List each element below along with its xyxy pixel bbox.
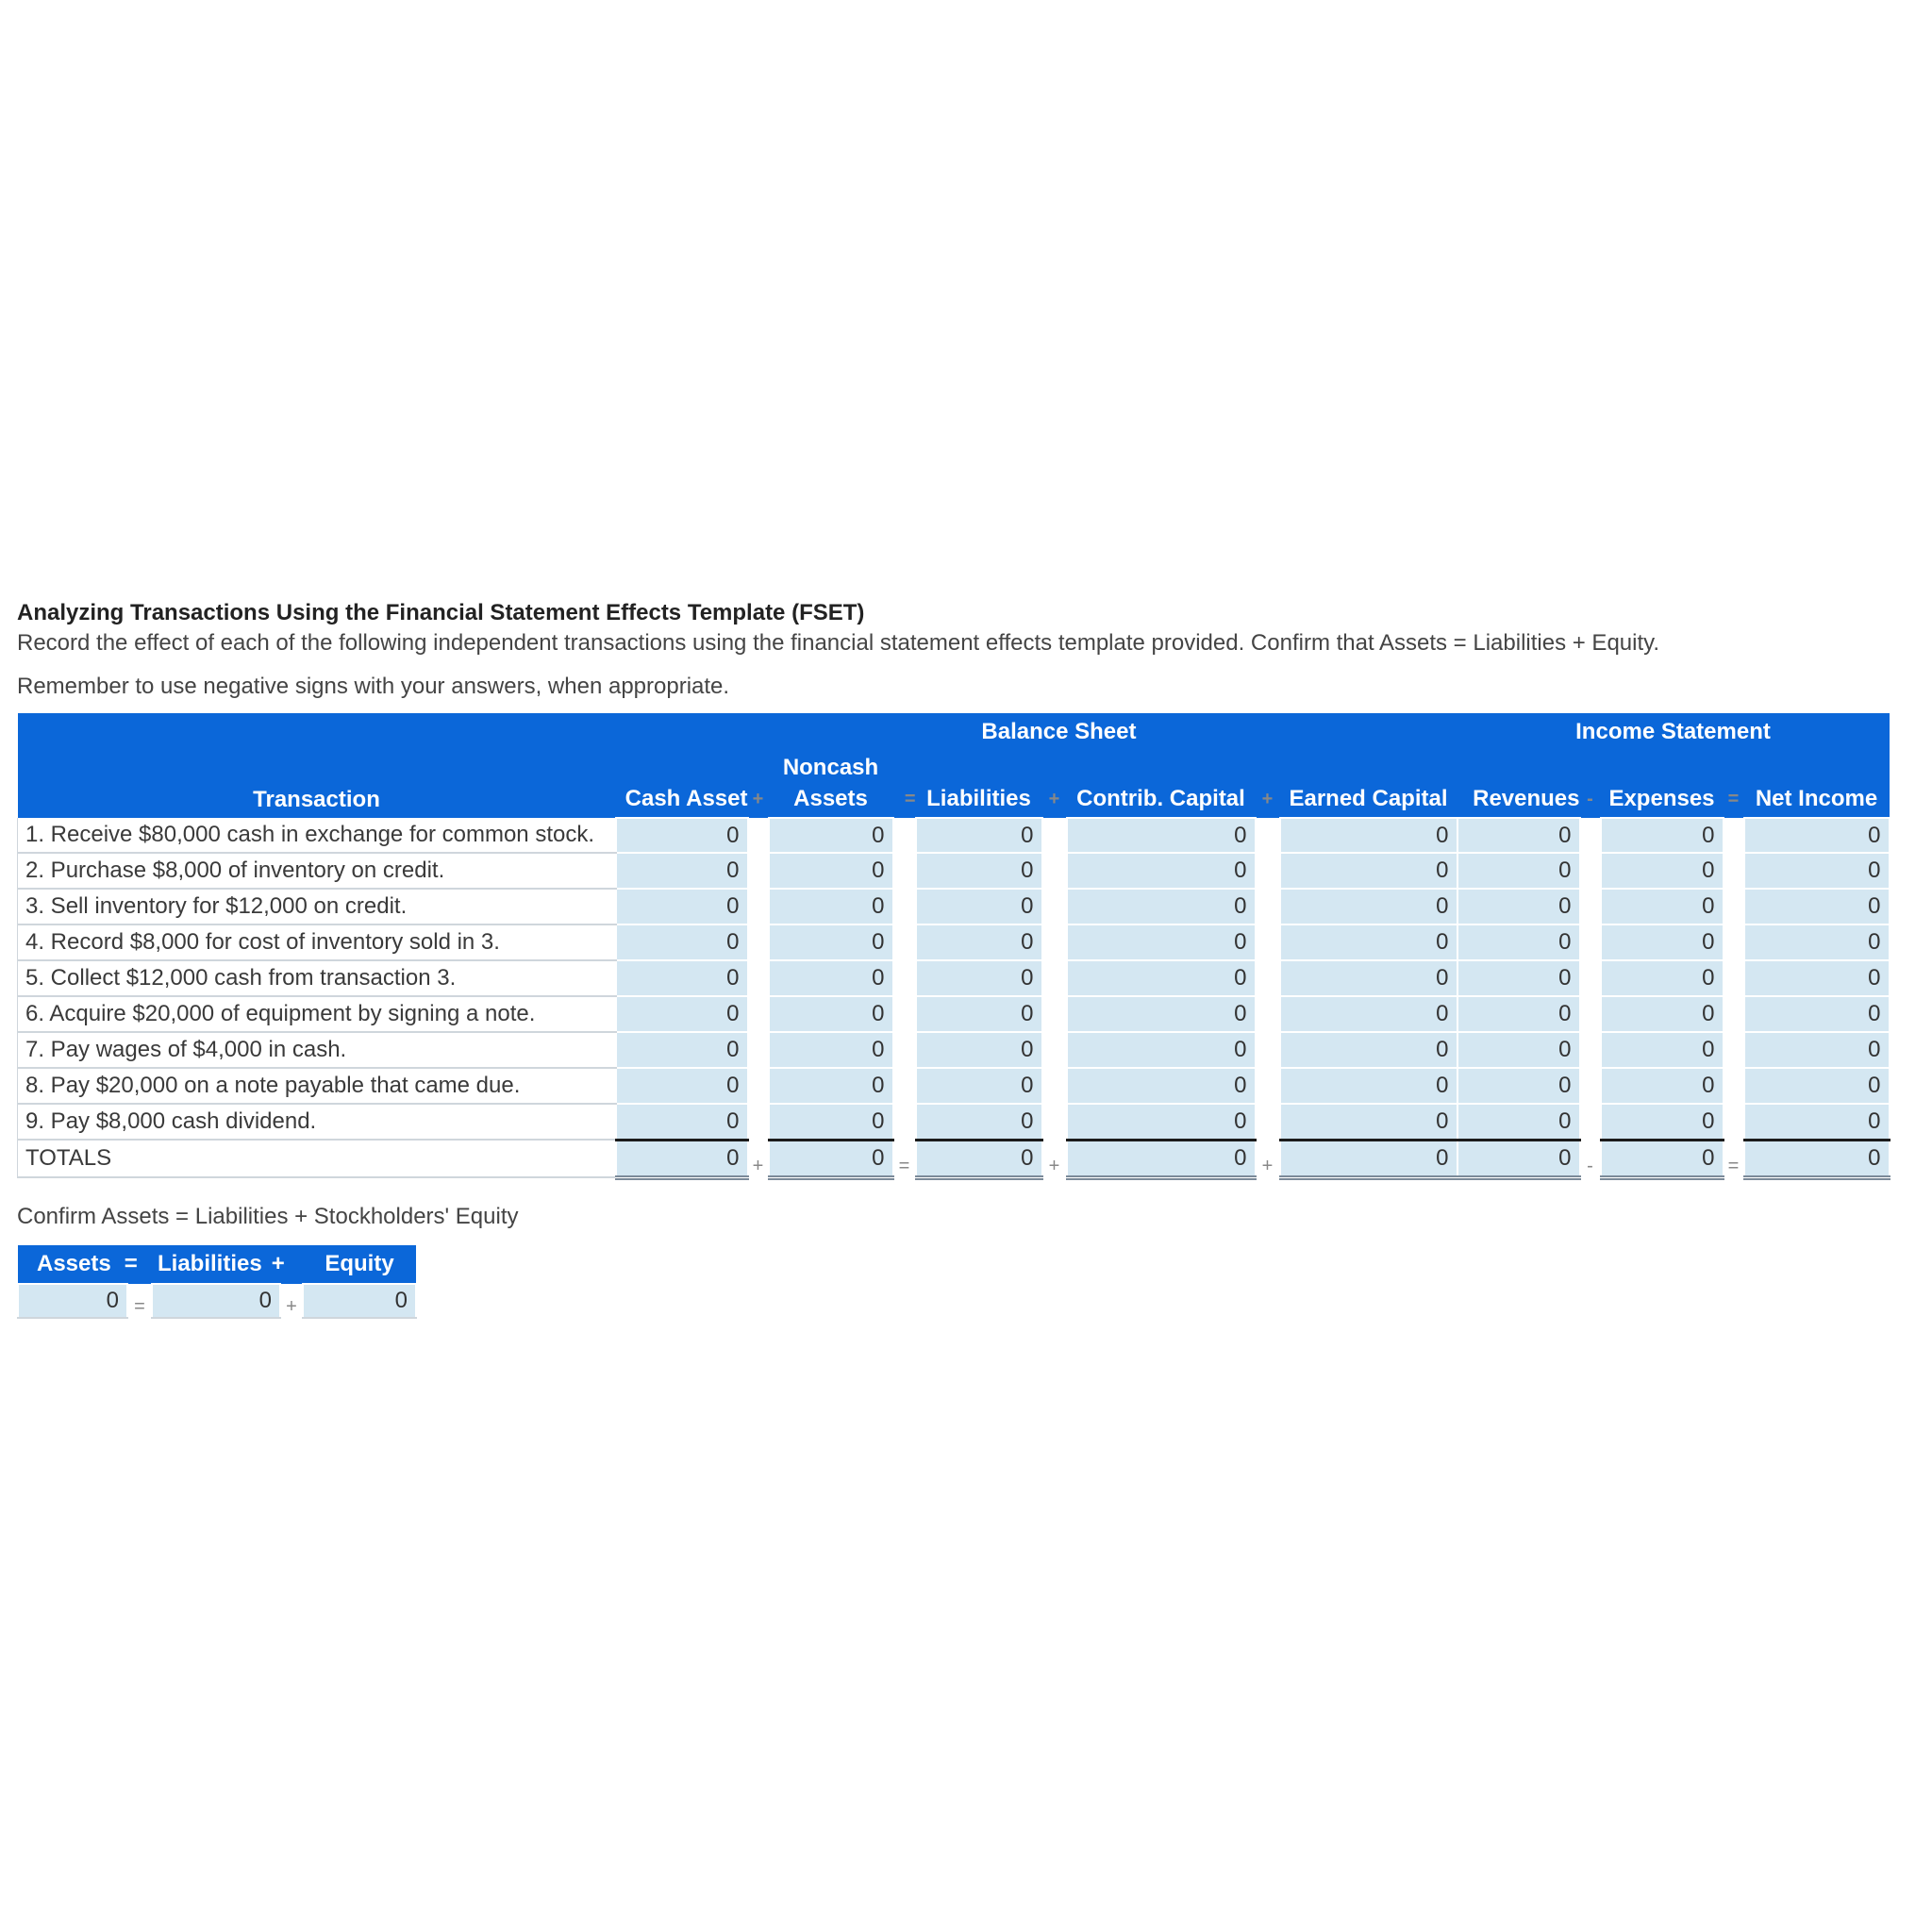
earned-capital-input[interactable]: 0 [1280,889,1457,924]
net-income-input[interactable]: 0 [1744,1032,1890,1068]
noncash-assets-input[interactable]: 0 [769,1032,893,1068]
earned-capital-header: Earned Capital [1289,786,1448,811]
noncash-assets-input[interactable]: 0 [769,818,893,853]
reminder-text: Remember to use negative signs with your answers, when appropriate. [17,674,730,699]
noncash-header-top: Noncash [782,755,879,780]
net-income-input[interactable]: 0 [1744,924,1890,960]
contrib-capital-input[interactable]: 0 [1067,1068,1256,1104]
noncash-assets-total: 0 [769,1140,893,1177]
earned-capital-total: 0 [1280,1140,1457,1177]
earned-capital-input[interactable]: 0 [1280,924,1457,960]
totals-row: TOTALS 0 + 0 = 0 + 0 + 0 0 - 0 = 0 [18,1140,1890,1177]
table-row [18,960,1890,996]
transaction-desc: 5. Collect $12,000 cash from transaction 3. [18,960,616,996]
revenues-input[interactable]: 0 [1457,924,1580,960]
revenues-input[interactable]: 0 [1457,1032,1580,1068]
net-income-input[interactable]: 0 [1744,1104,1890,1140]
cash-asset-input[interactable]: 0 [616,1104,748,1140]
fset-section [17,598,1894,1180]
earned-capital-input[interactable]: 0 [1280,818,1457,853]
table-row [18,853,1890,889]
instructions: Record the effect of each of the following independent transactions using the financial statement effects template provided. Confirm that Assets = Liabilities + Equity. [17,630,1660,656]
net-income-input[interactable]: 0 [1744,996,1890,1032]
contrib-capital-input[interactable]: 0 [1067,1032,1256,1068]
revenues-header: Revenues [1473,786,1580,811]
liabilities-input[interactable]: 0 [916,818,1042,853]
transaction-header: Transaction [253,786,380,812]
liabilities-input[interactable]: 0 [916,1068,1042,1104]
expenses-input[interactable]: 0 [1601,853,1724,889]
liabilities-input[interactable]: 0 [916,1104,1042,1140]
contrib-capital-input[interactable]: 0 [1067,996,1256,1032]
noncash-assets-input[interactable]: 0 [769,924,893,960]
noncash-assets-input[interactable]: 0 [769,889,893,924]
contrib-capital-input[interactable]: 0 [1067,924,1256,960]
contrib-capital-input[interactable]: 0 [1067,818,1256,853]
expenses-input[interactable]: 0 [1601,960,1724,996]
expenses-input[interactable]: 0 [1601,924,1724,960]
cash-asset-header: Cash Asset [625,786,748,811]
expenses-total: 0 [1601,1140,1724,1177]
earned-capital-input[interactable]: 0 [1280,853,1457,889]
table-row [18,924,1890,960]
income-statement-header: Income Statement [1575,719,1771,744]
transaction-desc: 9. Pay $8,000 cash dividend. [18,1104,616,1140]
transaction-desc: 6. Acquire $20,000 of equipment by signing a note. [18,996,616,1032]
totals-label: TOTALS [18,1140,616,1177]
cash-asset-input[interactable]: 0 [616,889,748,924]
revenues-input[interactable]: 0 [1457,1104,1580,1140]
revenues-input[interactable]: 0 [1457,818,1580,853]
earned-capital-input[interactable]: 0 [1280,960,1457,996]
net-income-total: 0 [1744,1140,1890,1177]
balance-sheet-header: Balance Sheet [981,719,1137,744]
net-income-input[interactable]: 0 [1744,960,1890,996]
expenses-header: Expenses [1608,786,1715,811]
transaction-desc: 1. Receive $80,000 cash in exchange for common stock. [18,818,616,853]
contrib-capital-input[interactable]: 0 [1067,853,1256,889]
confirm-equity-header: Equity [303,1245,416,1284]
revenues-input[interactable]: 0 [1457,853,1580,889]
cash-asset-input[interactable]: 0 [616,853,748,889]
revenues-input[interactable]: 0 [1457,960,1580,996]
revenues-total: 0 [1457,1140,1580,1177]
table-row [18,818,1890,853]
confirm-liabilities-header: Liabilities + [152,1245,303,1284]
transaction-desc: 3. Sell inventory for $12,000 on credit. [18,889,616,924]
expenses-input[interactable]: 0 [1601,996,1724,1032]
confirm-assets-header: Assets = [18,1245,152,1284]
confirm-label: Confirm Assets = Liabilities + Stockholders' Equity [17,1204,519,1229]
liabilities-input[interactable]: 0 [916,960,1042,996]
liabilities-header: Liabilities [926,786,1031,811]
contrib-capital-header: Contrib. Capital [1076,786,1245,811]
net-income-input[interactable]: 0 [1744,889,1890,924]
cash-asset-total: 0 [616,1140,748,1177]
contrib-capital-total: 0 [1067,1140,1256,1177]
transaction-desc: 7. Pay wages of $4,000 in cash. [18,1032,616,1068]
transaction-desc: 8. Pay $20,000 on a note payable that came due. [18,1068,616,1104]
table-row [18,889,1890,924]
table-row [18,996,1890,1032]
expenses-input[interactable]: 0 [1601,1032,1724,1068]
net-income-header: Net Income [1755,786,1878,811]
noncash-assets-input[interactable]: 0 [769,1104,893,1140]
confirm-equity-value: 0 [303,1284,416,1318]
expenses-input[interactable]: 0 [1601,818,1724,853]
liabilities-input[interactable]: 0 [916,924,1042,960]
noncash-assets-input[interactable]: 0 [769,1068,893,1104]
expenses-input[interactable]: 0 [1601,1104,1724,1140]
transaction-desc: 2. Purchase $8,000 of inventory on credit. [18,853,616,889]
confirm-assets-value: 0 [18,1284,127,1318]
noncash-assets-input[interactable]: 0 [769,960,893,996]
liabilities-input[interactable]: 0 [916,853,1042,889]
revenues-input[interactable]: 0 [1457,1068,1580,1104]
confirm-liabilities-value: 0 [152,1284,280,1318]
table-row [18,1032,1890,1068]
noncash-header-bottom: Assets [793,786,868,811]
earned-capital-input[interactable]: 0 [1280,1068,1457,1104]
contrib-capital-input[interactable]: 0 [1067,1104,1256,1140]
earned-capital-input[interactable]: 0 [1280,1104,1457,1140]
cash-asset-input[interactable]: 0 [616,1068,748,1104]
cash-asset-input[interactable]: 0 [616,960,748,996]
contrib-capital-input[interactable]: 0 [1067,889,1256,924]
transaction-desc: 4. Record $8,000 for cost of inventory sold in 3. [18,924,616,960]
page-title: Analyzing Transactions Using the Financial Statement Effects Template (FSET) [17,600,865,625]
noncash-assets-input[interactable]: 0 [769,853,893,889]
liabilities-total: 0 [916,1140,1042,1177]
cash-asset-input[interactable]: 0 [616,996,748,1032]
cash-asset-input[interactable]: 0 [616,818,748,853]
confirm-table: Assets = Liabilities + Equity 0 = 0 + 0 [17,1245,417,1319]
table-row [18,1068,1890,1104]
revenues-input[interactable]: 0 [1457,996,1580,1032]
revenues-input[interactable]: 0 [1457,889,1580,924]
expenses-input[interactable]: 0 [1601,1068,1724,1104]
table-row [18,1104,1890,1140]
cash-asset-input[interactable]: 0 [616,924,748,960]
net-income-input[interactable]: 0 [1744,853,1890,889]
net-income-input[interactable]: 0 [1744,818,1890,853]
liabilities-input[interactable]: 0 [916,889,1042,924]
net-income-input[interactable]: 0 [1744,1068,1890,1104]
expenses-input[interactable]: 0 [1601,889,1724,924]
earned-capital-input[interactable]: 0 [1280,1032,1457,1068]
liabilities-input[interactable]: 0 [916,1032,1042,1068]
cash-asset-input[interactable]: 0 [616,1032,748,1068]
noncash-assets-input[interactable]: 0 [769,996,893,1032]
earned-capital-input[interactable]: 0 [1280,996,1457,1032]
fset-table: Balance Sheet Income Statement Noncash Transaction Cash Asset + Assets = Liabilities + Contrib. Capital + Earned Capital Revenues - Expenses = Net Income 1. Receive $80,000 cash in exchange for common stock. 0 0 0 0 0 0 0 0 2. Purchase $8,000 of inventory on credit. 0 0 0 0 0 0 0 0 3. Sell inventory for $12,000 on credit. 0 0 0 0 0 0 0 0 4. Record $8,000 for cost of inventory sold in 3. 0 0 0 0 0 0 0 0 5. Collect $12,000 cash from transaction 3. 0 0 0 0 0 0 0 0 6. Acquire $20,000 of equipment by signing a note. 0 0 0 0 0 0 0 0 7. Pay wages of $4,000 in cash. 0 0 0 0 0 0 0 0 8. Pay $20,000 on a note payable that came due. 0 0 0 0 0 0 0 0 9. Pay $8,000 cash dividend. 0 0 0 0 0 0 0 0 TOTALS 0 + 0 = 0 + 0 + 0 0 - 0 = 0 [17,713,1890,1180]
contrib-capital-input[interactable]: 0 [1067,960,1256,996]
liabilities-input[interactable]: 0 [916,996,1042,1032]
